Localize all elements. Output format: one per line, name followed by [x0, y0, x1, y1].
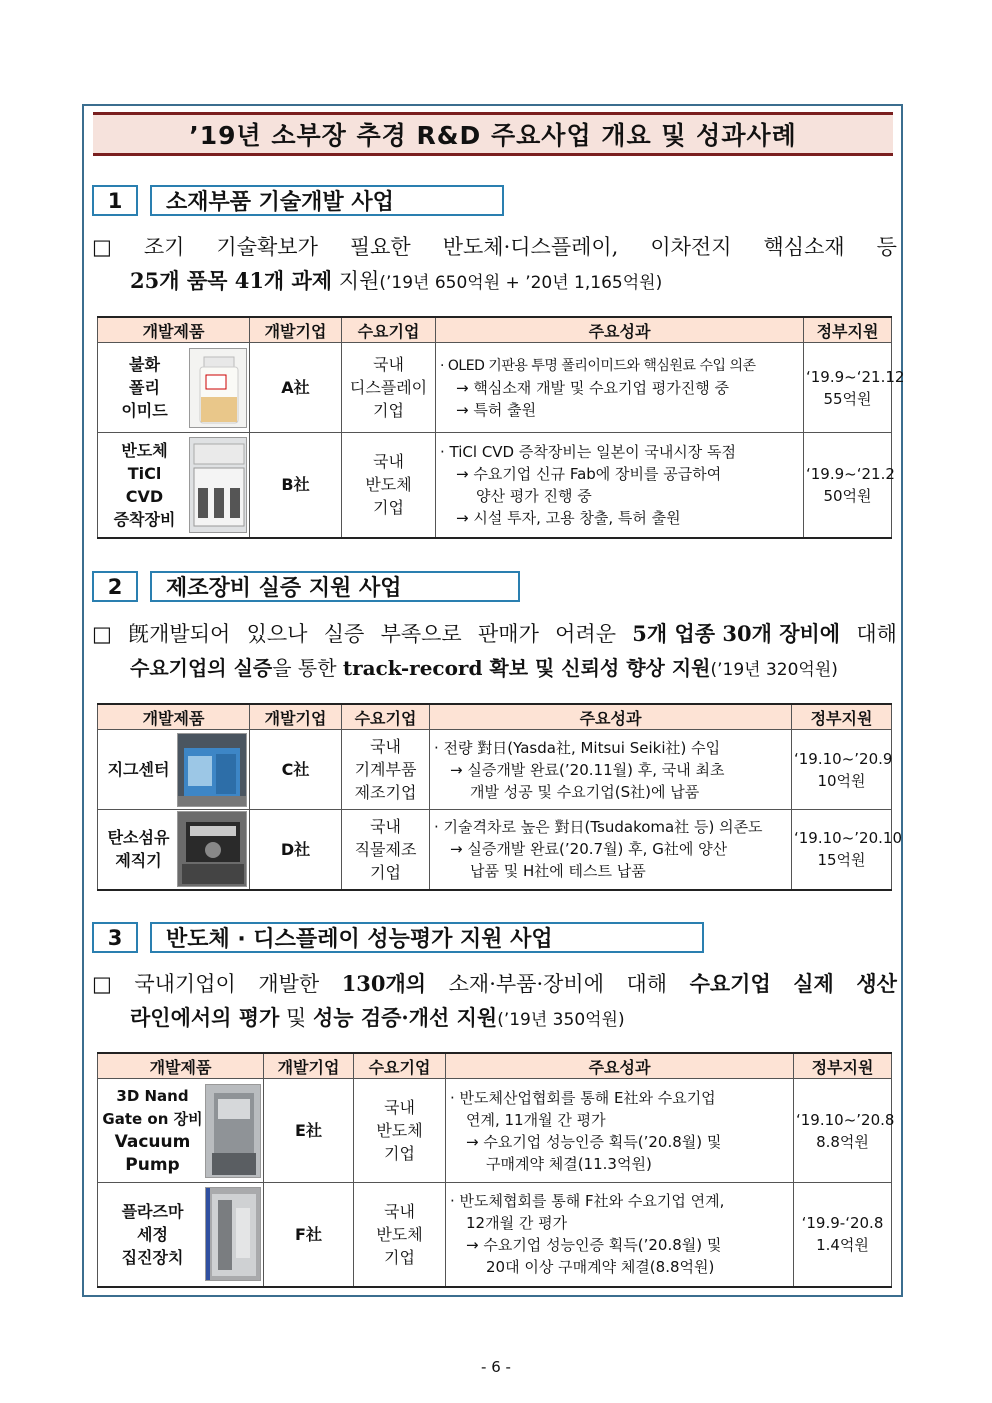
- product-name: [100, 439, 189, 531]
- text-line: ‘19.9~‘21.12: [806, 367, 905, 386]
- section-number: 2: [92, 571, 138, 602]
- text-line: 부족으로: [380, 622, 462, 646]
- gov-support: [794, 1183, 892, 1287]
- col-header: 수요기업: [342, 317, 436, 343]
- section-title: 반도체 · 디스플레이 성능평가 지원 사업: [150, 922, 704, 953]
- text-line: 수요기업의 실증: [130, 656, 273, 680]
- text-line: 을 통한: [272, 656, 343, 680]
- company: B社: [250, 433, 342, 538]
- section-1-header: [92, 185, 504, 216]
- text-line: 납품 및 H社에 테스트 납품: [470, 862, 646, 881]
- text-line: 제조기업: [354, 783, 417, 802]
- text-line: 생산: [856, 971, 897, 996]
- text-line: 50억원: [823, 486, 872, 505]
- demand-company: [342, 433, 436, 538]
- text-line: 폴리: [129, 378, 160, 397]
- text-line: 플라즈마: [121, 1201, 184, 1221]
- col-header: 정부지원: [794, 1053, 892, 1079]
- text-line: 반도체: [376, 1224, 423, 1244]
- col-header: 주요성과: [446, 1053, 794, 1079]
- text-line: · TiCl CVD 증착장비는 일본이 국내시장 독점: [440, 442, 737, 461]
- text-line: → 수요기업 신규 Fab에 장비를 공급하여: [456, 464, 722, 483]
- text-line: 증착장비: [113, 509, 176, 529]
- product-photo: [177, 811, 247, 887]
- text-line: ‘19.10~’20.9: [794, 749, 893, 768]
- key-results: [436, 343, 804, 433]
- text-line: 기술확보가: [216, 235, 318, 259]
- text-line: 국내기업이: [134, 972, 236, 996]
- text-line: 旣개발되어: [128, 622, 231, 646]
- gov-support: [792, 730, 892, 810]
- product-name: [100, 353, 189, 422]
- text-line: 국내: [384, 1201, 415, 1221]
- text-line: 12개월 간 평가: [466, 1214, 568, 1233]
- text-line: → 실증개발 완료(’20.7월) 후, G社에 양산: [450, 840, 728, 859]
- text-line: 구매계약 체결(11.3억원): [486, 1154, 652, 1173]
- table-cell: [98, 433, 250, 538]
- text-line: 개발한: [258, 972, 320, 996]
- text-line: 세정: [137, 1224, 168, 1244]
- product-name: [100, 1200, 205, 1269]
- text-line: Vacuum: [114, 1131, 191, 1152]
- demand-company: [342, 810, 430, 890]
- text-line: 개발 성공 및 수요기업(S社)에 납품: [470, 782, 700, 801]
- text-line: Pump: [125, 1154, 180, 1175]
- text-line: (’19년 650억원 + ’20년 1,165억원): [379, 273, 663, 293]
- col-header: 개발제품: [98, 317, 250, 343]
- text-line: 집진장치: [121, 1247, 184, 1267]
- section-title: 소재부품 기술개발 사업: [150, 185, 504, 216]
- text-line: 제직기: [115, 851, 162, 871]
- text-line: Gate on 장비: [102, 1109, 203, 1128]
- section-3-header: [92, 922, 704, 953]
- text-line: 양산 평가 진행 중: [476, 486, 592, 505]
- text-line: ‘19.9-‘20.8: [801, 1214, 884, 1233]
- product-photo: [189, 348, 247, 428]
- text-line: 반도체: [365, 475, 412, 495]
- text-line: 조기: [143, 235, 185, 259]
- text-line: 성능 검증·개선 지원: [312, 1005, 498, 1030]
- page-title: ’19년 소부장 추경 R&D 주요사업 개요 및 성과사례: [93, 112, 893, 156]
- text-line: 55억원: [823, 389, 872, 408]
- table-row: [98, 730, 892, 810]
- demand-company: [342, 343, 436, 433]
- col-header: 주요성과: [436, 317, 804, 343]
- col-header: 주요성과: [430, 704, 792, 730]
- text-line: □: [92, 972, 112, 996]
- key-results: [446, 1183, 794, 1287]
- text-line: · 전량 對日(Yasda社, Mitsui Seiki社) 수입: [434, 738, 721, 757]
- text-line: 판매가: [478, 622, 539, 646]
- table-row: [98, 433, 892, 538]
- company: C社: [250, 730, 342, 810]
- section-3-description: [92, 967, 897, 1037]
- col-header: 개발기업: [250, 317, 342, 343]
- text-line: 기업: [384, 1144, 415, 1163]
- text-line: 등: [876, 235, 897, 259]
- col-header: 수요기업: [342, 704, 430, 730]
- col-header: 수요기업: [354, 1053, 446, 1079]
- text-line: 반도체·디스플레이,: [442, 235, 619, 259]
- col-header: 정부지원: [804, 317, 892, 343]
- product-photo: [177, 733, 247, 807]
- key-results: [430, 810, 792, 890]
- text-line: → 수요기업 성능인증 획득(’20.8월) 및: [466, 1132, 722, 1151]
- demand-company: [342, 730, 430, 810]
- gov-support: [794, 1079, 895, 1183]
- text-line: 실제: [793, 971, 834, 996]
- text-line: ‘19.10~’20.10: [794, 829, 902, 848]
- company: A社: [250, 343, 342, 433]
- table-cell: [98, 343, 250, 433]
- text-line: 어려운: [555, 622, 616, 646]
- text-line: 탄소섬유: [107, 828, 170, 848]
- text-line: · 반도체협회를 통해 F社와 수요기업 연계,: [450, 1192, 725, 1211]
- table-cell: [98, 730, 250, 810]
- text-line: · OLED 기판용 투명 폴리이미드와 핵심원료 수입 의존: [440, 357, 756, 374]
- text-line: 이차전지: [650, 235, 732, 259]
- text-line: 반도체: [121, 440, 168, 460]
- key-results: [430, 730, 792, 810]
- gov-support: [804, 343, 905, 433]
- text-line: □: [92, 235, 112, 259]
- table-cell: [98, 1079, 264, 1183]
- text-line: 반도체: [376, 1121, 423, 1140]
- product-name: [100, 1085, 205, 1177]
- product-photo: [205, 1187, 261, 1281]
- text-line: 국내: [373, 355, 404, 374]
- col-header: 개발기업: [250, 704, 342, 730]
- text-line: → 시설 투자, 고용 창출, 특허 출원: [456, 508, 681, 527]
- section-title: 제조장비 실증 지원 사업: [150, 571, 520, 602]
- key-results: [436, 433, 804, 538]
- company: F社: [264, 1183, 354, 1287]
- text-line: 이미드: [121, 401, 168, 420]
- text-line: 15억원: [817, 851, 866, 870]
- text-line: → 수요기업 성능인증 획득(’20.8월) 및: [466, 1236, 722, 1255]
- text-line: → 특허 출원: [456, 400, 537, 419]
- text-line: 1.4억원: [816, 1236, 869, 1255]
- text-line: 지원: [332, 269, 380, 293]
- text-line: 직물제조: [354, 839, 417, 859]
- text-line: 핵심소재: [763, 235, 845, 259]
- product-name: [100, 826, 177, 872]
- demand-company: [354, 1183, 446, 1287]
- company: E社: [264, 1079, 354, 1183]
- text-line: 및: [279, 1006, 313, 1030]
- table-row: [98, 810, 892, 890]
- text-line: 연계, 11개월 간 평가: [466, 1110, 606, 1129]
- text-line: 필요한: [349, 235, 411, 259]
- text-line: 대해: [626, 972, 668, 996]
- text-line: 국내: [373, 452, 404, 472]
- text-line: · 반도체산업협회를 통해 E社와 수요기업: [450, 1088, 716, 1107]
- table-row: [98, 1183, 892, 1287]
- text-line: 국내: [370, 816, 401, 836]
- table-cell: [98, 1183, 264, 1287]
- col-header: 개발제품: [98, 704, 250, 730]
- text-line: ‘19.9~‘21.2: [806, 464, 895, 483]
- text-line: 8.8억원: [816, 1132, 869, 1151]
- text-line: · 기술격차로 높은 對日(Tsudakoma社 등) 의존도: [434, 818, 763, 837]
- text-line: 라인에서의 평가: [130, 1005, 280, 1030]
- section-1-description: [92, 230, 897, 300]
- section-number: 1: [92, 185, 138, 216]
- section-3-table: [97, 1052, 895, 1288]
- product-photo: [205, 1084, 261, 1178]
- table-cell: [98, 810, 250, 890]
- gov-support: [792, 810, 902, 890]
- text-line: 국내: [384, 1098, 415, 1117]
- text-line: 25개 품목 41개 과제: [130, 268, 333, 293]
- text-line: 소재·부품·장비에: [448, 972, 604, 996]
- text-line: (’19년 350억원): [497, 1010, 625, 1030]
- col-header: 개발기업: [264, 1053, 354, 1079]
- text-line: (’19년 320억원): [710, 660, 838, 680]
- text-line: 5개 업종 30개 장비에: [632, 621, 841, 646]
- section-2-table: [97, 703, 902, 891]
- text-line: 기업: [373, 498, 404, 518]
- demand-company: [354, 1079, 446, 1183]
- text-line: 기업: [370, 862, 401, 882]
- table-row: [98, 343, 892, 433]
- text-line: 기계부품: [354, 760, 417, 779]
- text-line: 실증: [323, 622, 365, 646]
- section-1-table: [97, 316, 905, 539]
- text-line: 수요기업: [689, 971, 771, 996]
- page-number: - 6 -: [481, 1358, 511, 1376]
- company: D社: [250, 810, 342, 890]
- col-header: 정부지원: [792, 704, 892, 730]
- text-line: 10억원: [817, 771, 866, 790]
- section-number: 3: [92, 922, 138, 953]
- key-results: [446, 1079, 794, 1183]
- text-line: 기업: [384, 1247, 415, 1267]
- col-header: 개발제품: [98, 1053, 264, 1079]
- table-row: [98, 1079, 892, 1183]
- text-line: 3D Nand: [116, 1086, 189, 1105]
- text-line: 있으나: [246, 622, 308, 646]
- text-line: 130개의: [341, 971, 427, 996]
- text-line: CVD: [125, 486, 164, 506]
- text-line: □: [92, 622, 112, 646]
- text-line: 디스플레이: [349, 378, 428, 397]
- section-2-description: [92, 617, 897, 687]
- text-line: 기업: [373, 401, 404, 420]
- text-line: track-record 확보 및 신뢰성 향상 지원: [342, 656, 711, 680]
- text-line: 지그센터: [107, 760, 170, 779]
- product-name: [100, 758, 177, 781]
- text-line: ‘19.10~’20.8: [796, 1110, 895, 1129]
- text-line: → 핵심소재 개발 및 수요기업 평가진행 중: [456, 378, 730, 397]
- text-line: 20대 이상 구매계약 체결(8.8억원): [486, 1258, 715, 1277]
- text-line: → 실증개발 완료(’20.11월) 후, 국내 최초: [450, 760, 725, 779]
- text-line: 국내: [370, 737, 401, 756]
- section-2-header: [92, 571, 520, 602]
- text-line: TiCl: [127, 463, 162, 483]
- gov-support: [804, 433, 895, 538]
- text-line: 대해: [856, 622, 897, 646]
- product-photo: [189, 437, 247, 533]
- text-line: 불화: [129, 355, 160, 374]
